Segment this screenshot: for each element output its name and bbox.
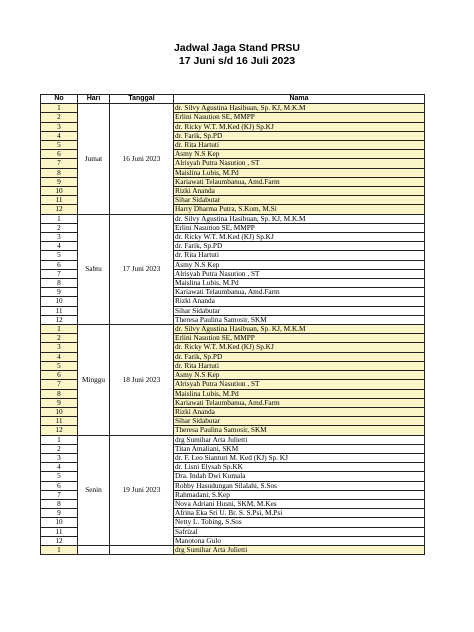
row-number: 3	[41, 343, 78, 352]
name-cell: Maislina Lubis, M.Pd	[174, 168, 425, 177]
row-number: 10	[41, 187, 78, 196]
name-cell: dr. Silvy Agustina Hasibuan, Sp. KJ, M.K.M	[174, 325, 425, 334]
name-cell: dr. Farik, Sp.PD	[174, 242, 425, 251]
document-subtitle: 17 Juni s/d 16 Juli 2023	[178, 55, 296, 67]
name-cell: drg Sumihar Arta Julietti	[174, 545, 425, 554]
row-number: 2	[41, 113, 78, 122]
row-number: 3	[41, 122, 78, 131]
name-cell: Erlini Nasution SE, MMPP	[174, 113, 425, 122]
row-number: 4	[41, 242, 78, 251]
name-cell: Nova Adriani Husni, SKM, M.Kes	[174, 499, 425, 508]
header-nama: Nama	[174, 95, 425, 104]
row-number: 8	[41, 168, 78, 177]
name-cell: Rahmadani, S.Kep	[174, 490, 425, 499]
date-cell: 16 Juni 2023	[110, 104, 174, 214]
name-cell: Netty L. Tobing, S.Sos	[174, 518, 425, 527]
row-number: 2	[41, 223, 78, 232]
name-cell: Asmy N.S Kep	[174, 150, 425, 159]
day-cell: Senin	[78, 435, 110, 545]
row-number: 4	[41, 463, 78, 472]
row-number: 2	[41, 334, 78, 343]
row-number: 4	[41, 131, 78, 140]
name-cell: Kariawati Telaumbanua, Amd.Farm	[174, 398, 425, 407]
row-number: 6	[41, 371, 78, 380]
name-cell: dr. Rita Hartuti	[174, 251, 425, 260]
name-cell: Manotona Gulo	[174, 536, 425, 545]
row-number: 11	[41, 417, 78, 426]
name-cell: Robby Hasudungan Silalahi, S.Sos	[174, 481, 425, 490]
table-row	[41, 435, 425, 444]
name-cell: Asmy N.S Kep	[174, 371, 425, 380]
name-cell: Safrizal	[174, 527, 425, 536]
row-number: 11	[41, 306, 78, 315]
name-cell: dr. Lisni Elysah Sp.KK	[174, 463, 425, 472]
name-cell: dr. F. Leo Sianturi M. Ked (KJ) Sp. KJ	[174, 453, 425, 462]
row-number: 11	[41, 196, 78, 205]
row-number: 6	[41, 260, 78, 269]
day-cell: Sabtu	[78, 214, 110, 324]
row-number: 12	[41, 315, 78, 324]
name-cell: Sihar Sidabutar	[174, 306, 425, 315]
row-number: 3	[41, 453, 78, 462]
date-cell	[110, 545, 174, 554]
row-number: 2	[41, 444, 78, 453]
row-number: 1	[41, 435, 78, 444]
row-number: 8	[41, 499, 78, 508]
day-cell: Minggu	[78, 325, 110, 435]
name-cell: Rizki Ananda	[174, 297, 425, 306]
name-cell: Harry Dharma Putra, S.Kom, M.Si	[174, 205, 425, 214]
name-cell: Theresa Paulina Samosir, SKM	[174, 315, 425, 324]
table-row	[41, 545, 425, 554]
name-cell: dr. Silvy Agustina Hasibuan, Sp. KJ, M.K.M	[174, 104, 425, 113]
header-row	[41, 95, 425, 104]
row-number: 9	[41, 288, 78, 297]
name-cell: Afrina Eka Sri U. Br. S. S.Psi, M.Psi	[174, 509, 425, 518]
row-number: 7	[41, 159, 78, 168]
row-number: 8	[41, 279, 78, 288]
day-cell	[78, 545, 110, 554]
row-number: 10	[41, 518, 78, 527]
name-cell: Kariawati Telaumbanua, Amd.Farm	[174, 288, 425, 297]
row-number: 10	[41, 407, 78, 416]
row-number: 12	[41, 426, 78, 435]
date-cell: 19 Juni 2023	[110, 435, 174, 545]
row-number: 5	[41, 141, 78, 150]
row-number: 9	[41, 177, 78, 186]
row-number: 7	[41, 490, 78, 499]
row-number: 12	[41, 536, 78, 545]
header-no: No	[41, 95, 78, 104]
name-cell: Dra. Indah Dwi Kumala	[174, 472, 425, 481]
name-cell: dr. Ricky W.T. M.Ked (KJ) Sp.KJ	[174, 343, 425, 352]
table-row	[41, 104, 425, 113]
header-tanggal: Tanggal	[110, 95, 174, 104]
name-cell: dr. Farik, Sp.PD	[174, 352, 425, 361]
name-cell: Alrisyah Putra Nasution , ST	[174, 159, 425, 168]
name-cell: Maislina Lubis, M.Pd	[174, 389, 425, 398]
table-row	[41, 325, 425, 334]
row-number: 10	[41, 297, 78, 306]
date-cell: 18 Juni 2023	[110, 325, 174, 435]
name-cell: Alrisyah Putra Nasution , ST	[174, 269, 425, 278]
row-number: 1	[41, 214, 78, 223]
row-number: 5	[41, 361, 78, 370]
row-number: 7	[41, 380, 78, 389]
name-cell: dr. Ricky W.T. M.Ked (KJ) Sp.KJ	[174, 122, 425, 131]
name-cell: Erlini Nasution SE, MMPP	[174, 223, 425, 232]
name-cell: dr. Farik, Sp.PD	[174, 131, 425, 140]
date-cell: 17 Juni 2023	[110, 214, 174, 324]
row-number: 11	[41, 527, 78, 536]
row-number: 6	[41, 150, 78, 159]
row-number: 5	[41, 251, 78, 260]
schedule-body	[41, 104, 425, 555]
row-number: 5	[41, 472, 78, 481]
name-cell: Rizki Ananda	[174, 187, 425, 196]
name-cell: Erlini Nasution SE, MMPP	[174, 334, 425, 343]
header-hari: Hari	[78, 95, 110, 104]
name-cell: Theresa Paulina Samosir, SKM	[174, 426, 425, 435]
name-cell: Kariawati Telaumbanua, Amd.Farm	[174, 177, 425, 186]
name-cell: Titan Amaliani, SKM	[174, 444, 425, 453]
row-number: 1	[41, 325, 78, 334]
row-number: 6	[41, 481, 78, 490]
name-cell: dr. Ricky W.T. M.Ked (KJ) Sp.KJ	[174, 233, 425, 242]
name-cell: dr. Silvy Agustina Hasibuan, Sp. KJ, M.K.M	[174, 214, 425, 223]
table-row	[41, 214, 425, 223]
row-number: 1	[41, 104, 78, 113]
name-cell: Sihar Sidabutar	[174, 196, 425, 205]
document-title: Jadwal Jaga Stand PRSU	[173, 42, 301, 54]
row-number: 12	[41, 205, 78, 214]
schedule-table	[40, 94, 425, 555]
name-cell: Alrisyah Putra Nasution , ST	[174, 380, 425, 389]
row-number: 1	[41, 545, 78, 554]
name-cell: dr. Rita Hartuti	[174, 141, 425, 150]
row-number: 3	[41, 233, 78, 242]
name-cell: dr. Rita Hartuti	[174, 361, 425, 370]
row-number: 9	[41, 398, 78, 407]
name-cell: Sihar Sidabutar	[174, 417, 425, 426]
row-number: 7	[41, 269, 78, 278]
name-cell: Asmy N.S Kep	[174, 260, 425, 269]
row-number: 4	[41, 352, 78, 361]
name-cell: drg Sumihar Arta Julietti	[174, 435, 425, 444]
day-cell: Jumat	[78, 104, 110, 214]
name-cell: Maislina Lubis, M.Pd	[174, 279, 425, 288]
row-number: 9	[41, 509, 78, 518]
row-number: 8	[41, 389, 78, 398]
name-cell: Rizki Ananda	[174, 407, 425, 416]
